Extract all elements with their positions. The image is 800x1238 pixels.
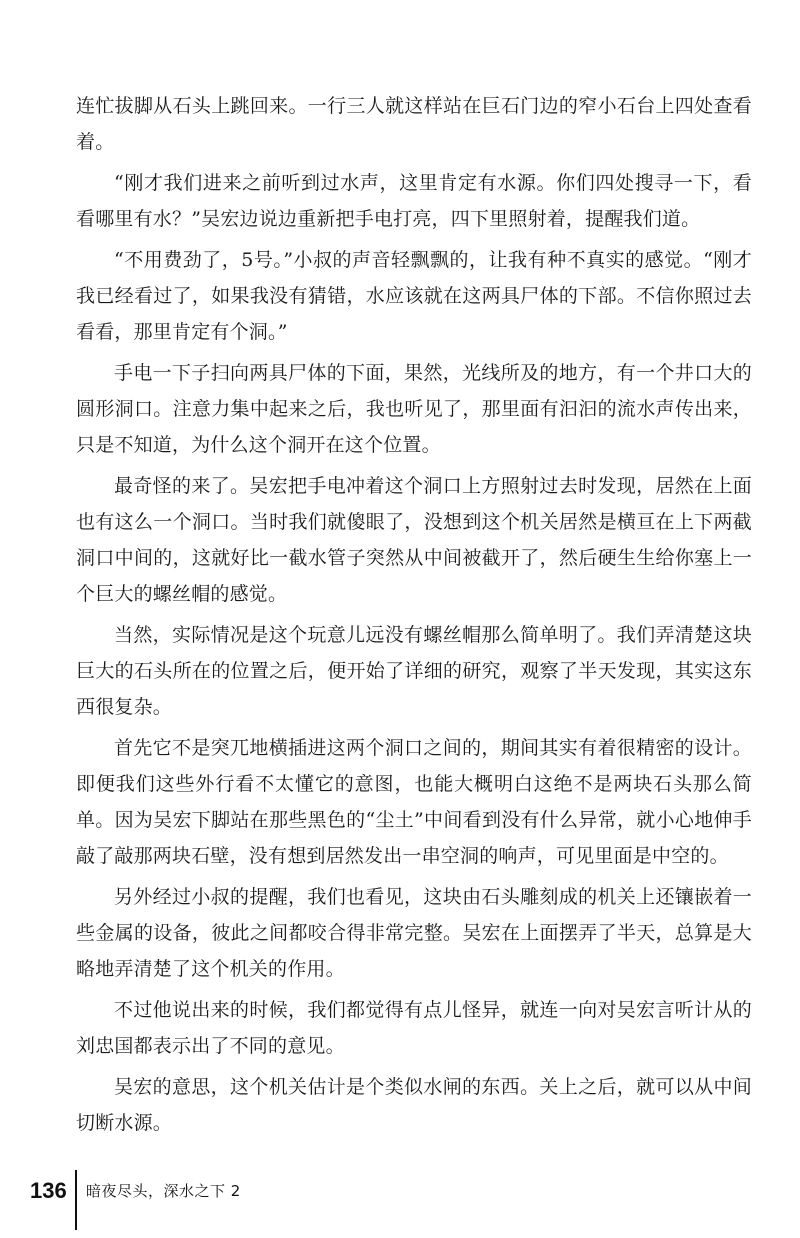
- body-text: [76, 88, 752, 1146]
- paragraph: 连忙拔脚从石头上跳回来。一行三人就这样站在巨石门边的窄小石台上四处查看着。: [76, 95, 752, 153]
- paragraph: 首先它不是突兀地横插进这两个洞口之间的，期间其实有着很精密的设计。即便我们这些外行看不太懂它的意图，也能大概明白这绝不是两块石头那么简单。因为吴宏下脚站在那些黑色的“尘土”中间看到没有什么异常，就小心地伸手敲了敲那两块石壁，没有想到居然发出一串空洞的响声，可见里面是中空的。: [76, 737, 752, 867]
- paragraph: “不用费劲了，5号。”小叔的声音轻飘飘的，让我有种不真实的感觉。“刚才我已经看过了，如果我没有猜错，水应该就在这两具尸体的下部。不信你照过去看看，那里肯定有个洞。”: [76, 249, 752, 343]
- paragraph: 手电一下子扫向两具尸体的下面，果然，光线所及的地方，有一个井口大的圆形洞口。注意力集中起来之后，我也听见了，那里面有汩汩的流水声传出来，只是不知道，为什么这个洞开在这个位置。: [76, 362, 752, 456]
- footer-divider: [75, 1170, 77, 1230]
- paragraph: “刚才我们进来之前听到过水声，这里肯定有水源。你们四处搜寻一下，看看哪里有水？”吴宏边说边重新把手电打亮，四下里照射着，提醒我们道。: [76, 172, 752, 230]
- paragraph: 吴宏的意思，这个机关估计是个类似水闸的东西。关上之后，就可以从中间切断水源。: [76, 1076, 752, 1134]
- paragraph: 不过他说出来的时候，我们都觉得有点儿怪异，就连一向对吴宏言听计从的刘忠国都表示出了不同的意见。: [76, 999, 752, 1057]
- paragraph: 另外经过小叔的提醒，我们也看见，这块由石头雕刻成的机关上还镶嵌着一些金属的设备，彼此之间都咬合得非常完整。吴宏在上面摆弄了半天，总算是大略地弄清楚了这个机关的作用。: [76, 886, 752, 980]
- running-title: 暗夜尽头，深水之下 2: [86, 1182, 241, 1200]
- paragraph: 最奇怪的来了。吴宏把手电冲着这个洞口上方照射过去时发现，居然在上面也有这么一个洞口。当时我们就傻眼了，没想到这个机关居然是横亘在上下两截洞口中间的，这就好比一截水管子突然从中间被截开了，然后硬生生给你塞上一个巨大的螺丝帽的感觉。: [76, 475, 752, 605]
- paragraph: 当然，实际情况是这个玩意儿远没有螺丝帽那么简单明了。我们弄清楚这块巨大的石头所在的位置之后，便开始了详细的研究，观察了半天发现，其实这东西很复杂。: [76, 624, 752, 718]
- page-number: 136: [30, 1178, 67, 1203]
- page-footer: [30, 1170, 430, 1230]
